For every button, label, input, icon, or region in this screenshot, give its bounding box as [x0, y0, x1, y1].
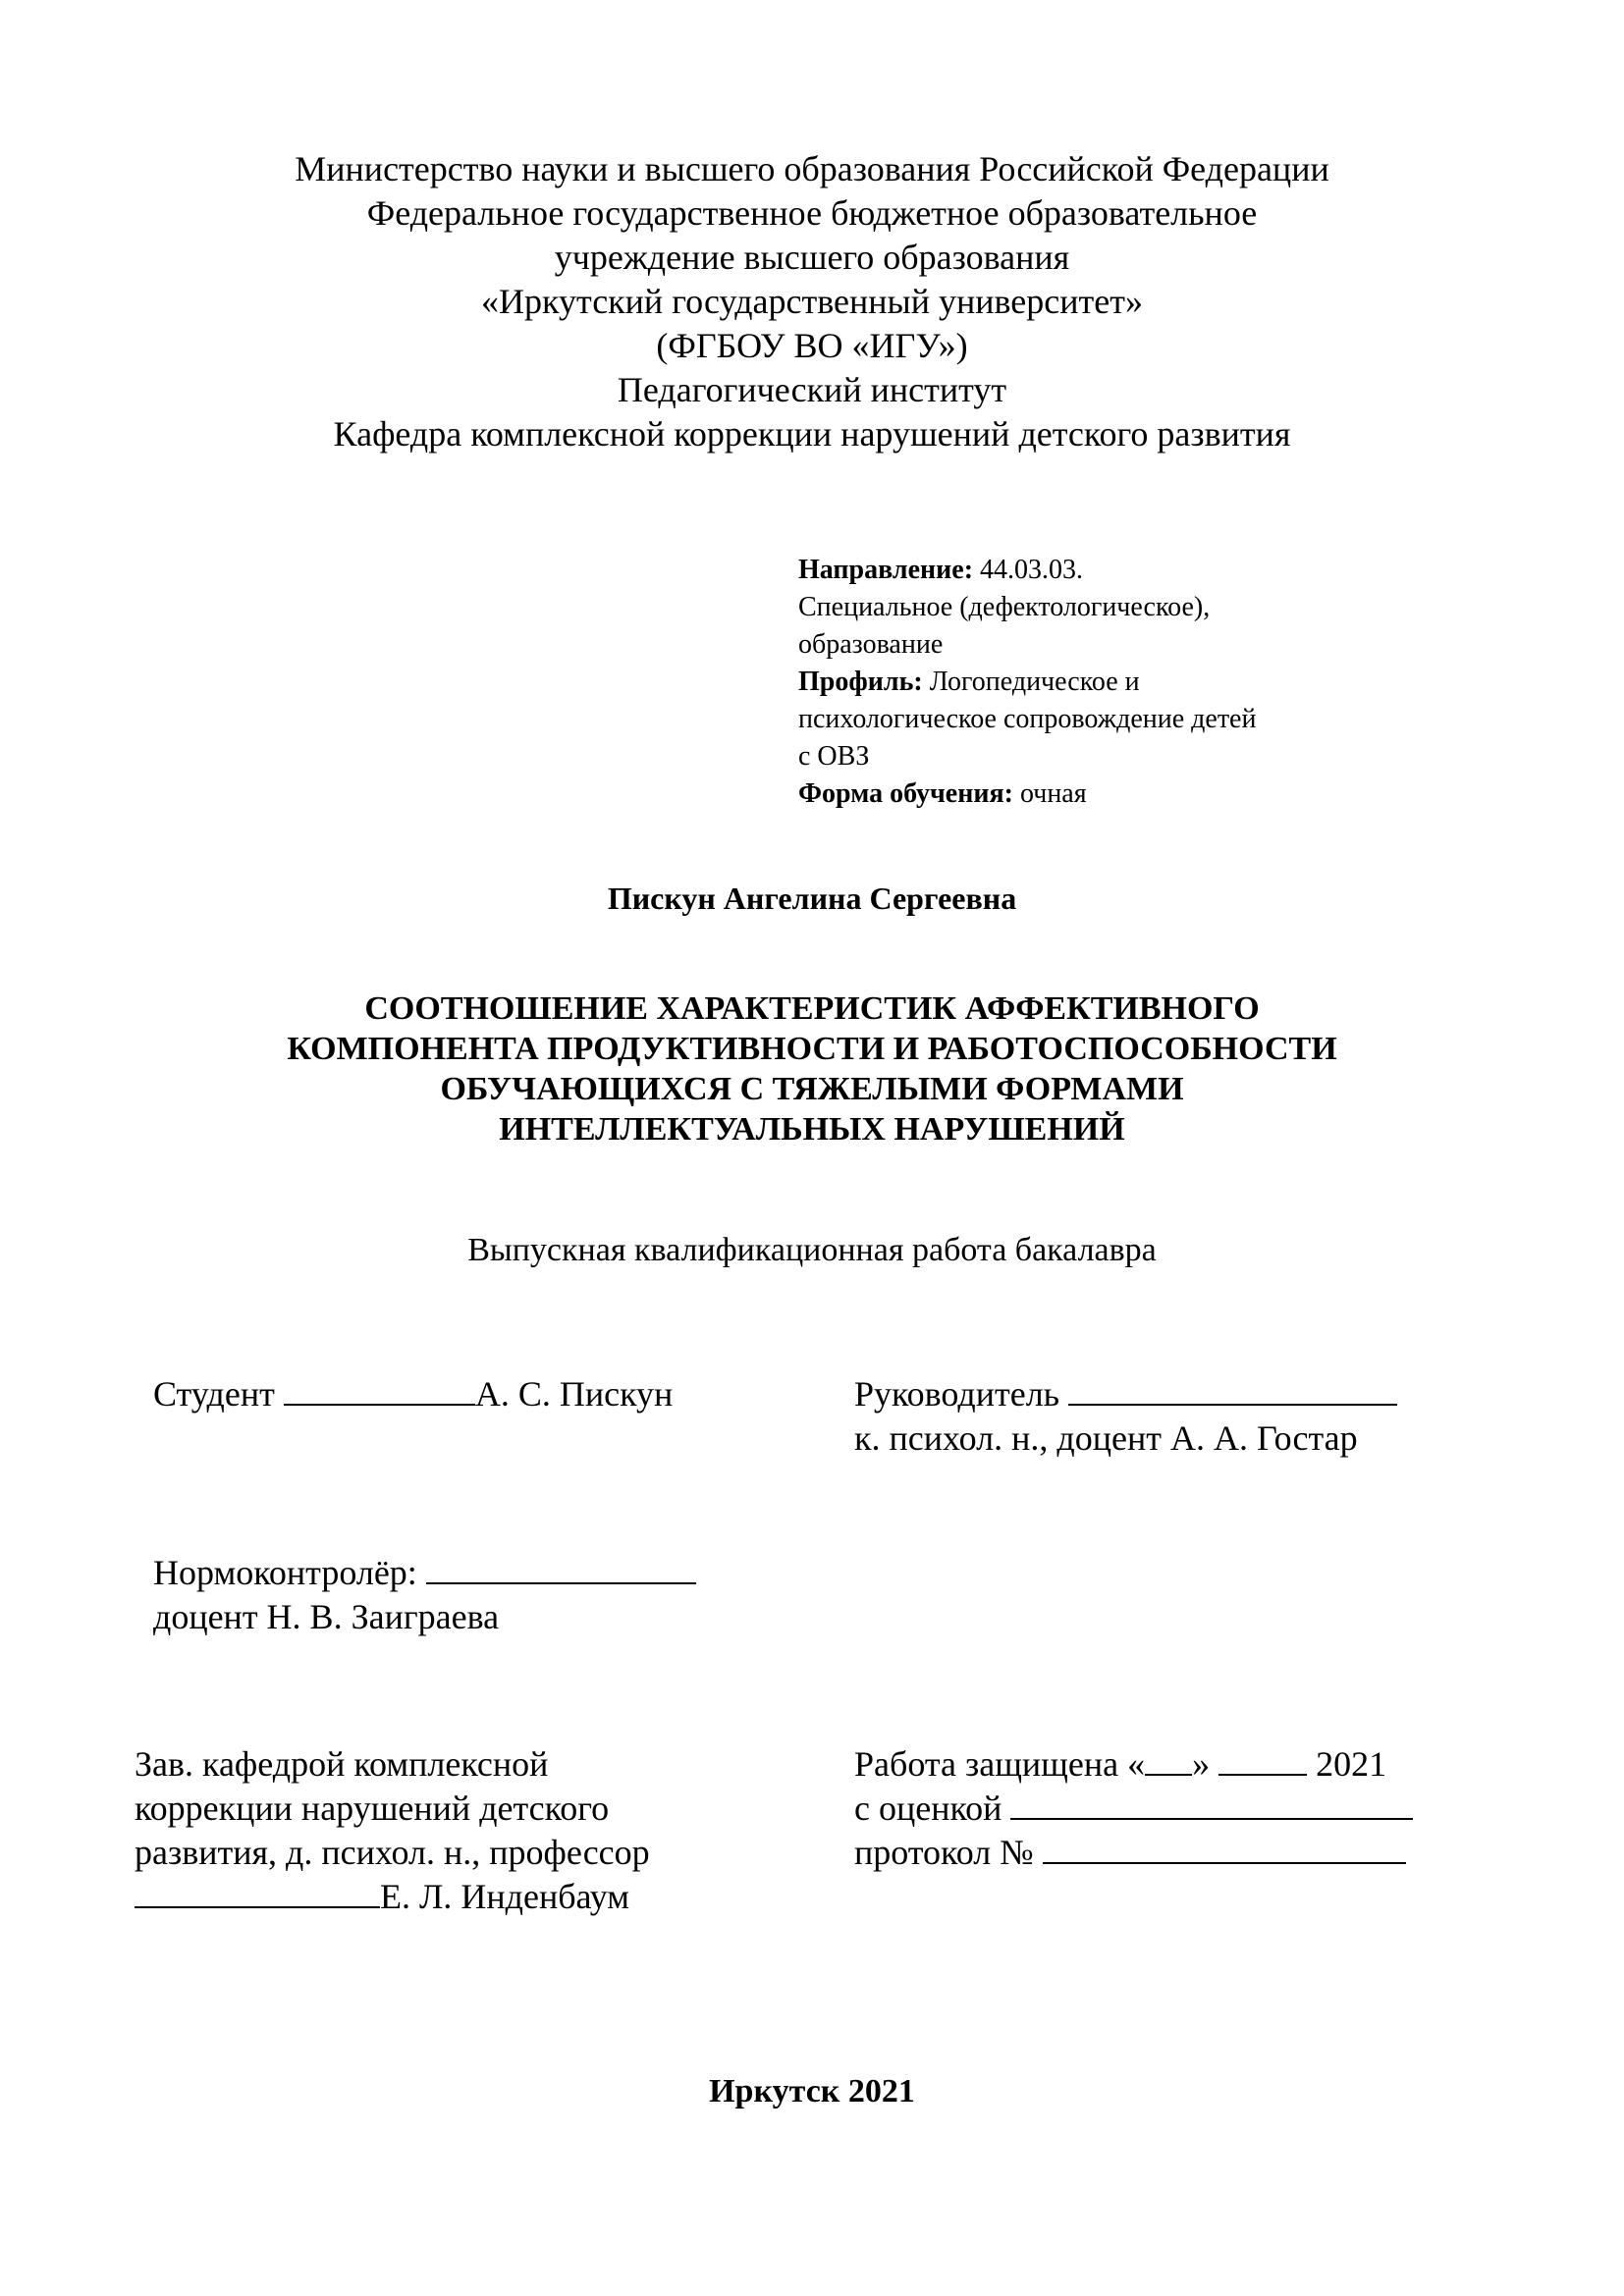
department-name: Кафедра комплексной коррекции нарушений детского развития [333, 414, 1291, 454]
work-type: Выпускная квалификационная работа бакалавра [467, 1232, 1157, 1268]
grade-line [1010, 1789, 1413, 1820]
university-name: «Иркутский государственный университет» [481, 282, 1143, 321]
student-signature-line [284, 1374, 475, 1406]
profile-line-2: психологическое сопровождение детей [798, 704, 1257, 734]
direction-row [798, 552, 1256, 589]
supervisor-label: Руководитель [854, 1374, 1060, 1414]
supervisor-signature-line [1068, 1374, 1397, 1406]
profile-line-3: с ОВЗ [798, 741, 870, 772]
profile-label: Профиль: [798, 667, 923, 697]
defense-year: 2021 [1316, 1744, 1387, 1784]
profile-row [798, 664, 1256, 701]
normcontrol-signature-line [426, 1553, 696, 1584]
institute-name: Педагогический институт [617, 370, 1007, 409]
direction-code: 44.03.03. [973, 555, 1084, 585]
protocol-line [1043, 1833, 1406, 1864]
student-name: А. С. Пискун [474, 1374, 674, 1414]
defense-mid: » [1192, 1744, 1211, 1784]
head-line-1: Зав. кафедрой комплексной [135, 1744, 549, 1784]
title-line-3: ОБУЧАЮЩИХСЯ С ТЯЖЕЛЫМИ ФОРМАМИ [440, 1071, 1184, 1107]
grade-label: с оценкой [854, 1789, 1002, 1828]
city-year: Иркутск 2021 [709, 2073, 915, 2109]
profile-line-1: Логопедическое и [922, 667, 1140, 697]
normcontrol-signature [153, 1551, 696, 1639]
head-signature [135, 1742, 650, 1919]
student-signature [153, 1372, 673, 1416]
defense-prefix: Работа защищена « [854, 1744, 1146, 1784]
thesis-title [0, 988, 1624, 1149]
student-label: Студент [153, 1374, 275, 1414]
direction-line-3: образование [798, 629, 944, 660]
supervisor-signature [854, 1372, 1397, 1461]
direction-label: Направление: [798, 555, 974, 585]
title-line-2: КОМПОНЕНТА ПРОДУКТИВНОСТИ И РАБОТОСПОСОБНОСТИ [287, 1031, 1337, 1067]
head-name: Е. Л. Инденбаум [380, 1877, 630, 1916]
head-signature-line [135, 1877, 380, 1908]
form-row [798, 775, 1256, 813]
defense-day-line [1145, 1744, 1192, 1776]
head-line-2: коррекции нарушений детского [135, 1789, 610, 1828]
institution-header [0, 147, 1624, 456]
defense-block [854, 1742, 1413, 1875]
author-name: Пискун Ангелина Сергеевна [607, 881, 1017, 916]
protocol-label: протокол № [854, 1833, 1034, 1872]
ministry-line: Министерство науки и высшего образования Российской Федерации [295, 149, 1329, 188]
title-line-1: СООТНОШЕНИЕ ХАРАКТЕРИСТИК АФФЕКТИВНОГО [364, 990, 1260, 1027]
title-line-4: ИНТЕЛЛЕКТУАЛЬНЫХ НАРУШЕНИЙ [499, 1111, 1125, 1148]
university-abbr: (ФГБОУ ВО «ИГУ») [656, 326, 968, 365]
defense-month-line [1218, 1744, 1307, 1776]
normcontrol-label: Нормоконтролёр: [153, 1553, 417, 1592]
direction-line-2: Специальное (дефектологическое), [798, 592, 1211, 622]
study-info [798, 552, 1256, 813]
head-line-3: развития, д. психол. н., профессор [135, 1833, 650, 1872]
institution-type-line-2: учреждение высшего образования [554, 238, 1070, 277]
form-value: очная [1012, 778, 1087, 809]
form-label: Форма обучения: [798, 778, 1013, 809]
institution-type-line-1: Федеральное государственное бюджетное образовательное [366, 193, 1258, 233]
supervisor-title: к. психол. н., доцент А. А. Гостар [854, 1418, 1358, 1458]
normcontrol-name: доцент Н. В. Заиграева [153, 1597, 500, 1636]
